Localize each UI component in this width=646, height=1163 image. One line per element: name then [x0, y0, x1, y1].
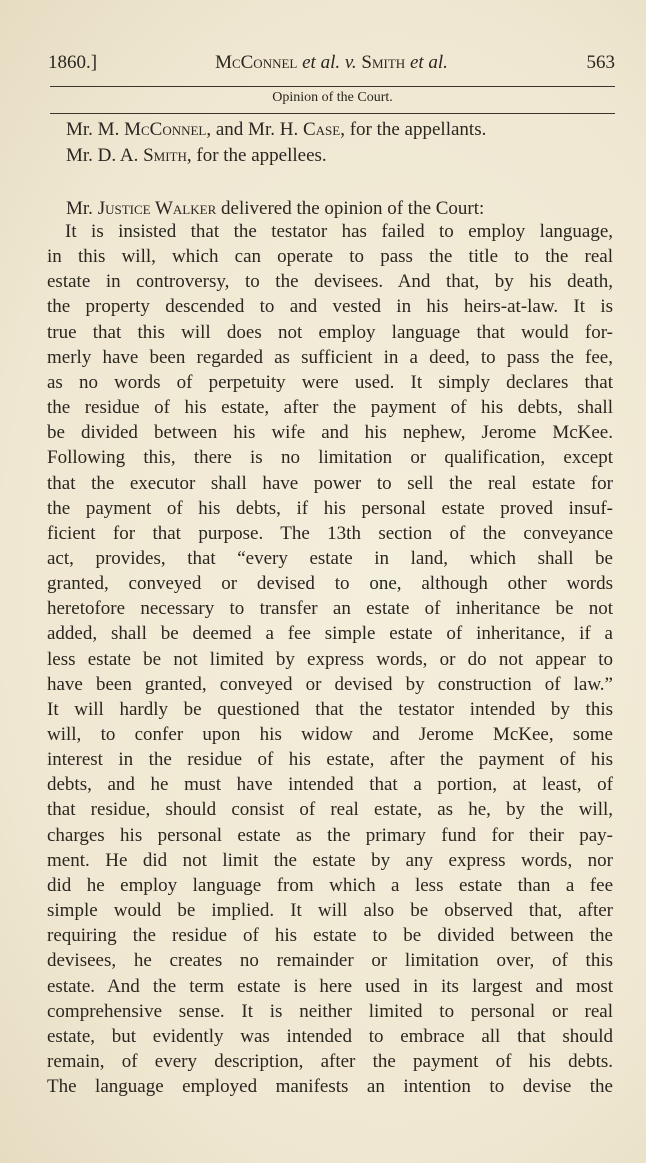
et-al-2: et al.	[409, 52, 448, 73]
body-line: act, provides, that “every estate in land, which shall be	[47, 547, 613, 569]
body-line: charges his personal estate as the primary fund for their pay-	[47, 824, 613, 846]
text: , for the appellees.	[186, 145, 327, 166]
body-line: heretofore necessary to transfer an estate of inheritance be not	[47, 598, 613, 620]
counsel-name: Case	[302, 119, 341, 140]
section-rule	[50, 113, 615, 114]
body-line: ment. He did not limit the estate by any express words, nor	[47, 849, 613, 871]
party-2: Smith	[361, 52, 406, 73]
et-al-1: et al.	[302, 52, 341, 73]
text: , and Mr. H.	[206, 119, 303, 140]
body-line: less estate be not limited by express words, or do not appear to	[47, 648, 613, 670]
body-line: will, to confer upon his widow and Jerome McKee, some	[47, 724, 613, 745]
body-line: estate, but evidently was intended to embrace all that should	[47, 1025, 613, 1047]
counsel-name: McConnel	[124, 119, 207, 140]
body-line: have been granted, conveyed or devised by construction of law.”	[47, 673, 613, 695]
body-line: requiring the residue of his estate to be divided between the	[47, 925, 613, 947]
body-line: granted, conveyed or devised to one, although other words	[47, 573, 613, 595]
section-heading: Opinion of the Court.	[272, 90, 393, 105]
header-case-title	[48, 52, 615, 74]
body-line: the residue of his estate, after the payment of his debts, shall	[47, 397, 613, 419]
body-line: true that this will does not employ language that would for-	[47, 321, 613, 343]
running-header	[48, 52, 615, 78]
body-line: as no words of perpetuity were used. It simply declares that	[47, 371, 613, 393]
body-line: debts, and he must have intended that a portion, at least, of	[47, 774, 613, 796]
body-line: be divided between his wife and his nephew, Jerome McKee.	[47, 422, 613, 444]
header-year: 1860.]	[48, 52, 98, 73]
body-line: in this will, which can operate to pass the title to the real	[47, 246, 613, 268]
body-line: comprehensive sense. It is neither limited to personal or real	[47, 1000, 613, 1022]
body-line: devisees, he creates no remainder or limitation over, of this	[47, 950, 613, 972]
body-line: ficient for that purpose. The 13th section of the conveyance	[47, 522, 613, 544]
body-line: that the executor shall have power to sell the real estate for	[47, 472, 613, 494]
header-rule	[50, 86, 615, 87]
counsel-appellees	[66, 145, 327, 167]
body-line: added, shall be deemed a fee simple estate of inheritance, if a	[47, 623, 613, 645]
party-1: McConnel	[215, 52, 298, 73]
opinion-intro	[66, 198, 484, 220]
text: Mr. M.	[66, 119, 125, 140]
body-line: did he employ language from which a less estate than a fee	[47, 874, 613, 896]
text: delivered the opinion of the Court:	[216, 198, 485, 219]
body-line: Following this, there is no limitation or qualification, except	[47, 447, 613, 469]
body-line: It will hardly be questioned that the testator intended by this	[47, 698, 613, 720]
body-line: It is insisted that the testator has failed to employ language,	[65, 221, 613, 242]
text: Mr. D. A.	[66, 145, 144, 166]
body-line: simple would be implied. It will also be observed that, after	[47, 900, 613, 922]
counsel-name: Smith	[143, 145, 187, 166]
text: , for the appellants.	[340, 119, 487, 140]
versus: v.	[344, 52, 357, 73]
text: Mr.	[66, 198, 98, 219]
body-line: The language employed manifests an intention to devise the	[47, 1076, 613, 1098]
page-number: 563	[586, 52, 615, 73]
body-line: estate. And the term estate is here used in its largest and most	[47, 975, 613, 997]
body-line: merly have been regarded as sufficient in a deed, to pass the fee,	[47, 346, 613, 368]
body-line: remain, of every description, after the payment of his debts.	[47, 1050, 613, 1072]
body-line: that residue, should consist of real estate, as he, by the will,	[47, 799, 613, 821]
counsel-appellants	[66, 119, 486, 141]
body-line: the payment of his debts, if his personal estate proved insuf-	[47, 497, 613, 519]
justice-name: Justice Walker	[97, 198, 217, 219]
body-line: estate in controversy, to the devisees. And that, by his death,	[47, 271, 613, 293]
body-line: interest in the residue of his estate, after the payment of his	[47, 749, 613, 771]
body-line: the property descended to and vested in his heirs-at-law. It is	[47, 296, 613, 318]
